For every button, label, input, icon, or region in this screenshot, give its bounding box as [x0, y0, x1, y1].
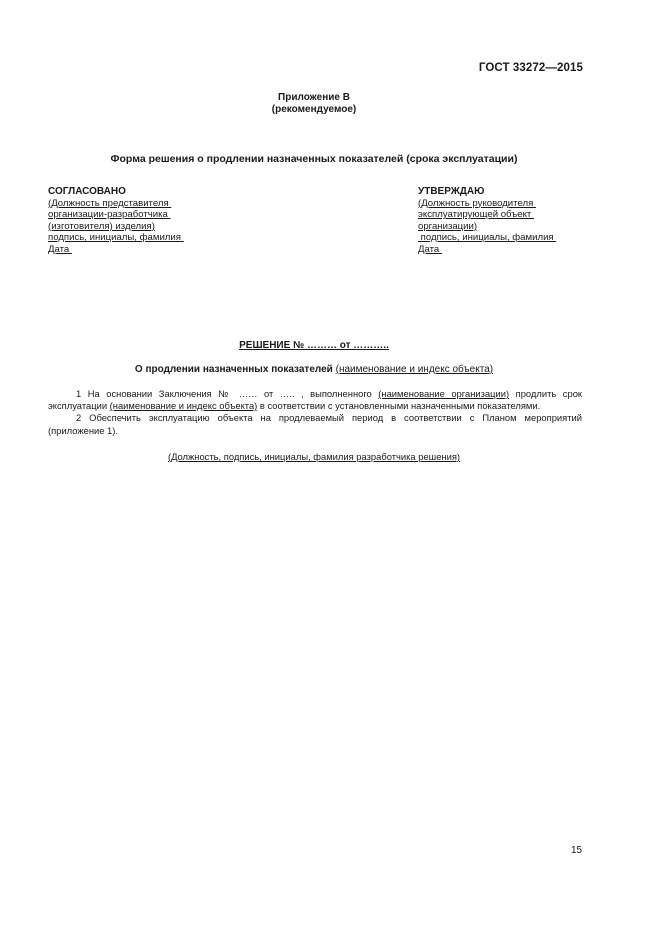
- approval-line: организации-разработчика: [48, 209, 171, 221]
- paragraph-text: 1 На основании Заключения № …… от ….. , выполненного: [76, 388, 379, 399]
- approval-line: Дата: [418, 243, 442, 255]
- approval-line: (изготовителя) изделия): [48, 220, 155, 232]
- approval-block-approved: [418, 186, 556, 256]
- decision-subtitle-placeholder: (наименование и индекс объекта): [335, 364, 494, 375]
- organization-placeholder: (наименование организации): [378, 388, 510, 399]
- appendix-subtitle: (рекомендуемое): [271, 104, 357, 115]
- decision-subtitle: [0, 364, 628, 375]
- paragraph-text: продлить срок эксплуатации: [48, 388, 583, 412]
- approval-line: подпись, инициалы, фамилия: [48, 232, 184, 244]
- approval-line: (Должность представителя: [48, 197, 172, 209]
- approval-line: (Должность руководителя: [418, 197, 536, 209]
- decision-subtitle-text: О продлении назначенных показателей: [134, 364, 333, 375]
- appendix-title: Приложение В: [278, 92, 350, 103]
- approval-block-agreed: [48, 186, 184, 256]
- decision-body: [48, 388, 582, 437]
- approval-line: подпись, инициалы, фамилия: [418, 232, 557, 244]
- approval-line: организации): [418, 220, 478, 232]
- standard-code: ГОСТ 33272—2015: [478, 62, 583, 74]
- form-title: Форма решения о продлении назначенных показателей (срока эксплуатации): [110, 153, 518, 165]
- paragraph-text: в соответствии с установленными назначенными показателями.: [257, 400, 541, 412]
- paragraph-1: [48, 388, 582, 412]
- developer-signature-line: (Должность, подпись, инициалы, фамилия разработчика решения): [167, 451, 461, 462]
- page-number: 15: [571, 845, 583, 856]
- approval-line: эксплуатирующей объект: [418, 209, 534, 221]
- object-placeholder: (наименование и индекс объекта): [109, 400, 258, 412]
- approval-heading: СОГЛАСОВАНО: [48, 186, 126, 197]
- approval-heading: УТВЕРЖДАЮ: [418, 186, 485, 197]
- decision-title: РЕШЕНИЕ № ……… от ………..: [239, 340, 389, 351]
- appendix-heading: [0, 92, 628, 116]
- approval-line: Дата: [48, 243, 72, 255]
- paragraph-2: 2 Обеспечить эксплуатацию объекта на продлеваемый период в соответствии с Планом мероприятий (приложение 1).: [48, 412, 582, 436]
